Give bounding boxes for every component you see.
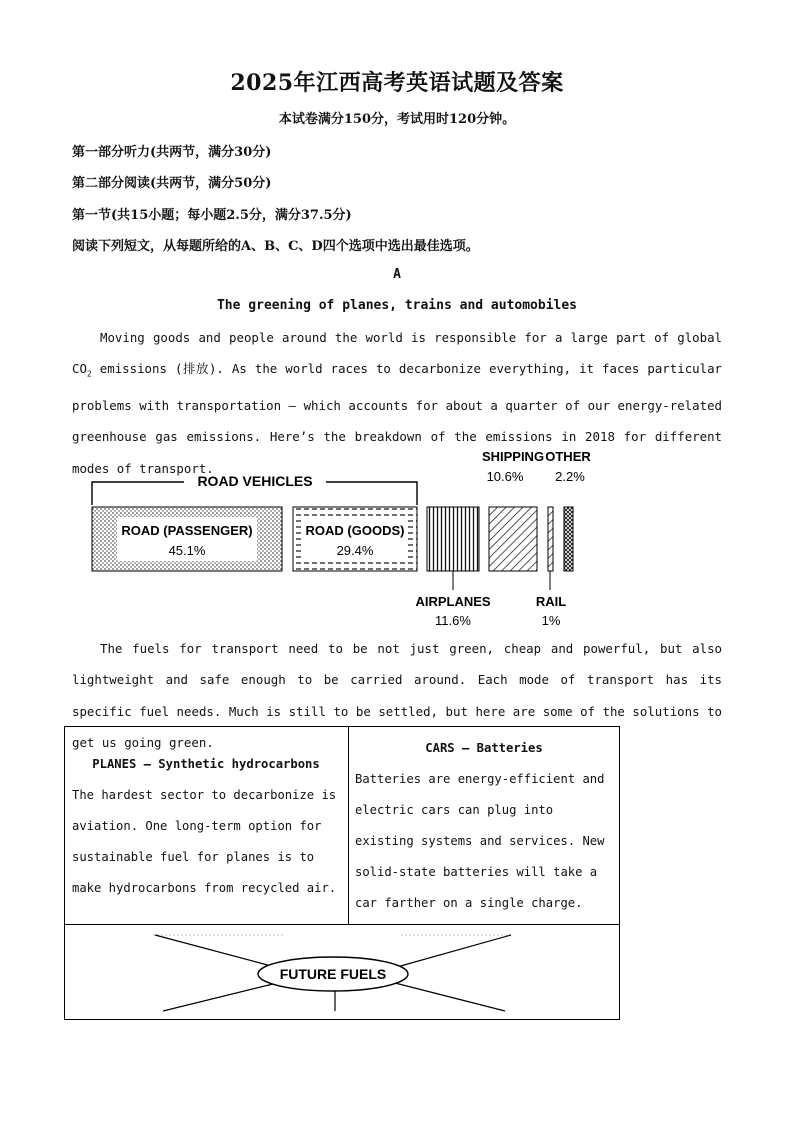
bar-shipping — [489, 507, 537, 571]
planes-heading: PLANES — Synthetic hydrocarbons — [92, 757, 320, 771]
value-airplanes: 11.6% — [435, 613, 471, 628]
paragraph-one-part-b: emissions (排放). As the world races to decarbonize everything, it faces particular problems with transportation — which accounts for about a quarter of our energy-related greenhouse gas emissions. Here’s the breakdown of the emissions in 2018 for different modes of transport. — [72, 361, 722, 476]
bar-rail — [548, 507, 553, 571]
exam-info: 本试卷满分150分，考试用时120分钟。 — [278, 112, 516, 127]
future-fuels-diagram — [65, 925, 619, 1019]
label-shipping: SHIPPING — [481, 449, 545, 464]
future-fuels-label: FUTURE FUELS — [279, 966, 387, 982]
passage-title: The greening of planes, trains and automobiles — [216, 298, 578, 313]
instruction-text: 阅读下列短文，从每题所给的A、B、C、D四个选项中选出最佳选项。 — [72, 239, 479, 254]
label-road-goods: ROAD (GOODS) — [305, 523, 405, 538]
part-one-heading: 第一部分听力(共两节，满分30分) — [72, 145, 272, 160]
cars-text: Batteries are energy-efficient and electric cars can plug into existing systems and services. New solid-state batteries will take a car farther on a single charge. — [355, 772, 605, 910]
part-two-heading: 第二部分阅读(共两节，满分50分) — [72, 176, 272, 191]
label-road-passenger: ROAD (PASSENGER) — [121, 523, 253, 538]
group-label-road-vehicles: ROAD VEHICLES — [197, 473, 313, 489]
bar-airplanes — [427, 507, 479, 571]
label-airplanes: AIRPLANES — [415, 594, 491, 609]
passage-letter: A — [393, 267, 401, 282]
cars-heading: CARS — Batteries — [425, 741, 543, 755]
co2-subscript: 2 — [86, 369, 92, 379]
cars-cell — [349, 727, 619, 925]
value-shipping: 10.6% — [486, 469, 524, 484]
planes-cell — [65, 727, 349, 925]
label-other: OTHER — [545, 449, 591, 464]
emissions-chart — [72, 440, 632, 640]
page-title: 2025年江西高考英语试题及答案 — [230, 70, 564, 96]
value-road-goods: 29.4% — [336, 543, 374, 558]
paragraph-two-text: The fuels for transport need to be not just green, cheap and powerful, but also lightweight and safe enough to be carried around. Each mode of transport has its specific fuel needs. Much is still to be settled, but here are some of the solutions to get us going green. — [72, 641, 722, 750]
planes-text: The hardest sector to decarbonize is aviation. One long-term option for sustainable fuel for planes is to make hydrocarbons from recycled air. — [72, 788, 337, 895]
future-fuels-table — [64, 726, 620, 1020]
value-other: 2.2% — [555, 469, 585, 484]
value-rail: 1% — [541, 613, 561, 628]
label-rail: RAIL — [535, 594, 567, 609]
value-road-passenger: 45.1% — [168, 543, 206, 558]
section-one-heading: 第一节(共15小题；每小题2.5分，满分37.5分) — [72, 208, 352, 223]
paragraph-one-part-a: Moving goods and people around the world is responsible for a large part of global CO — [72, 330, 722, 377]
bar-other — [564, 507, 573, 571]
